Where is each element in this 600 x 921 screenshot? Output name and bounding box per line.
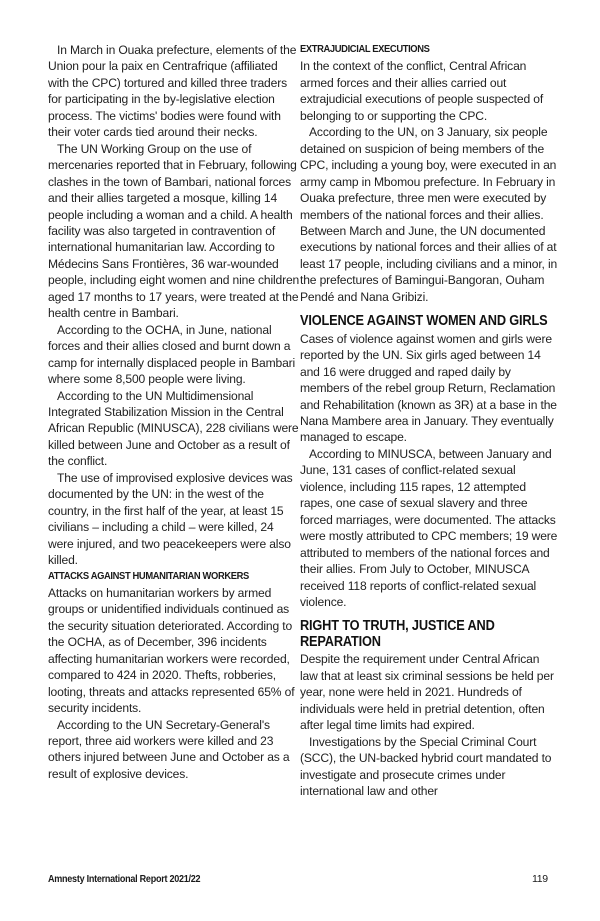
paragraph-special-criminal-court: Investigations by the Special Criminal Court (SCC), the UN-backed hybrid court mandated to investigate and prosecute crimes under international law and other <box>300 734 552 799</box>
paragraph-ocha-camp: According to the OCHA, in June, national forces and their allies closed and burnt down a camp for internally displaced people in Bambari where some 8,500 people were living. <box>48 322 296 387</box>
section-heading-violence-women <box>300 313 558 329</box>
subheading-humanitarian-workers: ATTACKS AGAINST HUMANITARIAN WORKERS <box>48 570 249 582</box>
left-column <box>48 42 300 782</box>
paragraph-bambari-mosque: The UN Working Group on the use of mercenaries reported that in February, following clashes in the town of Bambari, national forces and their allies targeted a mosque, killing 14 people including a woman and a child. A health facility was also targeted in contravention of international humanitarian law. According to Médecins Sans Frontières, 36 war-wounded people, including eight women and nine children aged 17 months to 17 years, were treated at the health centre in Bambari. <box>48 141 300 321</box>
paragraph-ouaka-traders: In March in Ouaka prefecture, elements of the Union pour la paix en Centrafrique (affiliated with the CPC) tortured and killed three traders for participating in the by-legislative election process. The victims' bodies were found with their voter cards tied around their necks. <box>48 43 297 140</box>
paragraph-executions-details: According to the UN, on 3 January, six people detained on suspicion of being members of the CPC, including a young boy, were executed in an army camp in Mbomou prefecture. In February in Ouaka prefecture, three men were executed by members of the national forces and their allies. Between March and June, the UN documented executions by national forces and their allies of at least 17 people, including civilians and a minor, in the prefectures of Bamingui-Bangoran, Ouham Pendé and Nana Gribizi. <box>300 125 558 304</box>
paragraph-explosive-devices: The use of improvised explosive devices was documented by the UN: in the west of the country, in the first half of the year, at least 15 civilians – including a child – were killed, 24 were injured, and two peacekeepers were also killed. <box>48 470 293 568</box>
heading-violence-women-girls: VIOLENCE AGAINST WOMEN AND GIRLS <box>300 312 548 330</box>
footer-publication-title: Amnesty International Report 2021/22 <box>48 873 201 885</box>
heading-truth-justice-line2: REPARATION <box>300 632 381 650</box>
paragraph-girls-drugged: Cases of violence against women and girls were reported by the UN. Six girls aged between 14 and 16 were drugged and raped daily by members of the rebel group Return, Reclamation and Rehabilitation (known as 3R) at a base in the Nana Mambere area in January. They eventually managed to escape. <box>300 331 557 445</box>
heading-truth-justice-line1: RIGHT TO TRUTH, JUSTICE AND <box>300 617 495 635</box>
paragraph-aid-workers-killed: According to the UN Secretary-General's report, three aid workers were killed and 23 others injured between June and October as a result of explosive devices. <box>48 717 290 781</box>
paragraph-executions-context: In the context of the conflict, Central African armed forces and their allies carried out extrajudicial executions of people suspected of belonging to or supporting the CPC. <box>300 59 544 123</box>
section-heading-truth-justice <box>300 618 558 649</box>
paragraph-humanitarian-attacks: Attacks on humanitarian workers by armed groups or unidentified individuals continued as the security situation deteriorated. According to the OCHA, as of December, 396 incidents affecting humanitarian workers were recorded, compared to 424 in 2020. Thefts, robberies, looting, threats and attacks represented 65% of security incidents. <box>48 585 295 716</box>
paragraph-criminal-sessions: Despite the requirement under Central African law that at least six criminal sessions be held per year, none were held in 2021. Hundreds of individuals were held in pretrial detention, often after legal time limits had expired. <box>300 652 554 733</box>
paragraph-minusca-sexual-violence: According to MINUSCA, between January and June, 131 cases of conflict-related sexual violence, including 115 rapes, 12 attempted rapes, one case of sexual slavery and three forced marriages, were documented. The attacks were mostly attributed to CPC members; 19 were attributed to members of the national forces and their allies. From July to October, MINUSCA received 118 reports of conflict-related sexual violence. <box>300 446 558 609</box>
paragraph-minusca-civilians: According to the UN Multidimensional Integrated Stabilization Mission in the Central African Republic (MINUSCA), 228 civilians were killed between June and October as a result of the conflict. <box>48 388 299 469</box>
right-column <box>300 42 558 800</box>
subheading-extrajudicial-executions: EXTRAJUDICIAL EXECUTIONS <box>300 44 430 55</box>
footer-page-number: 119 <box>532 873 548 885</box>
